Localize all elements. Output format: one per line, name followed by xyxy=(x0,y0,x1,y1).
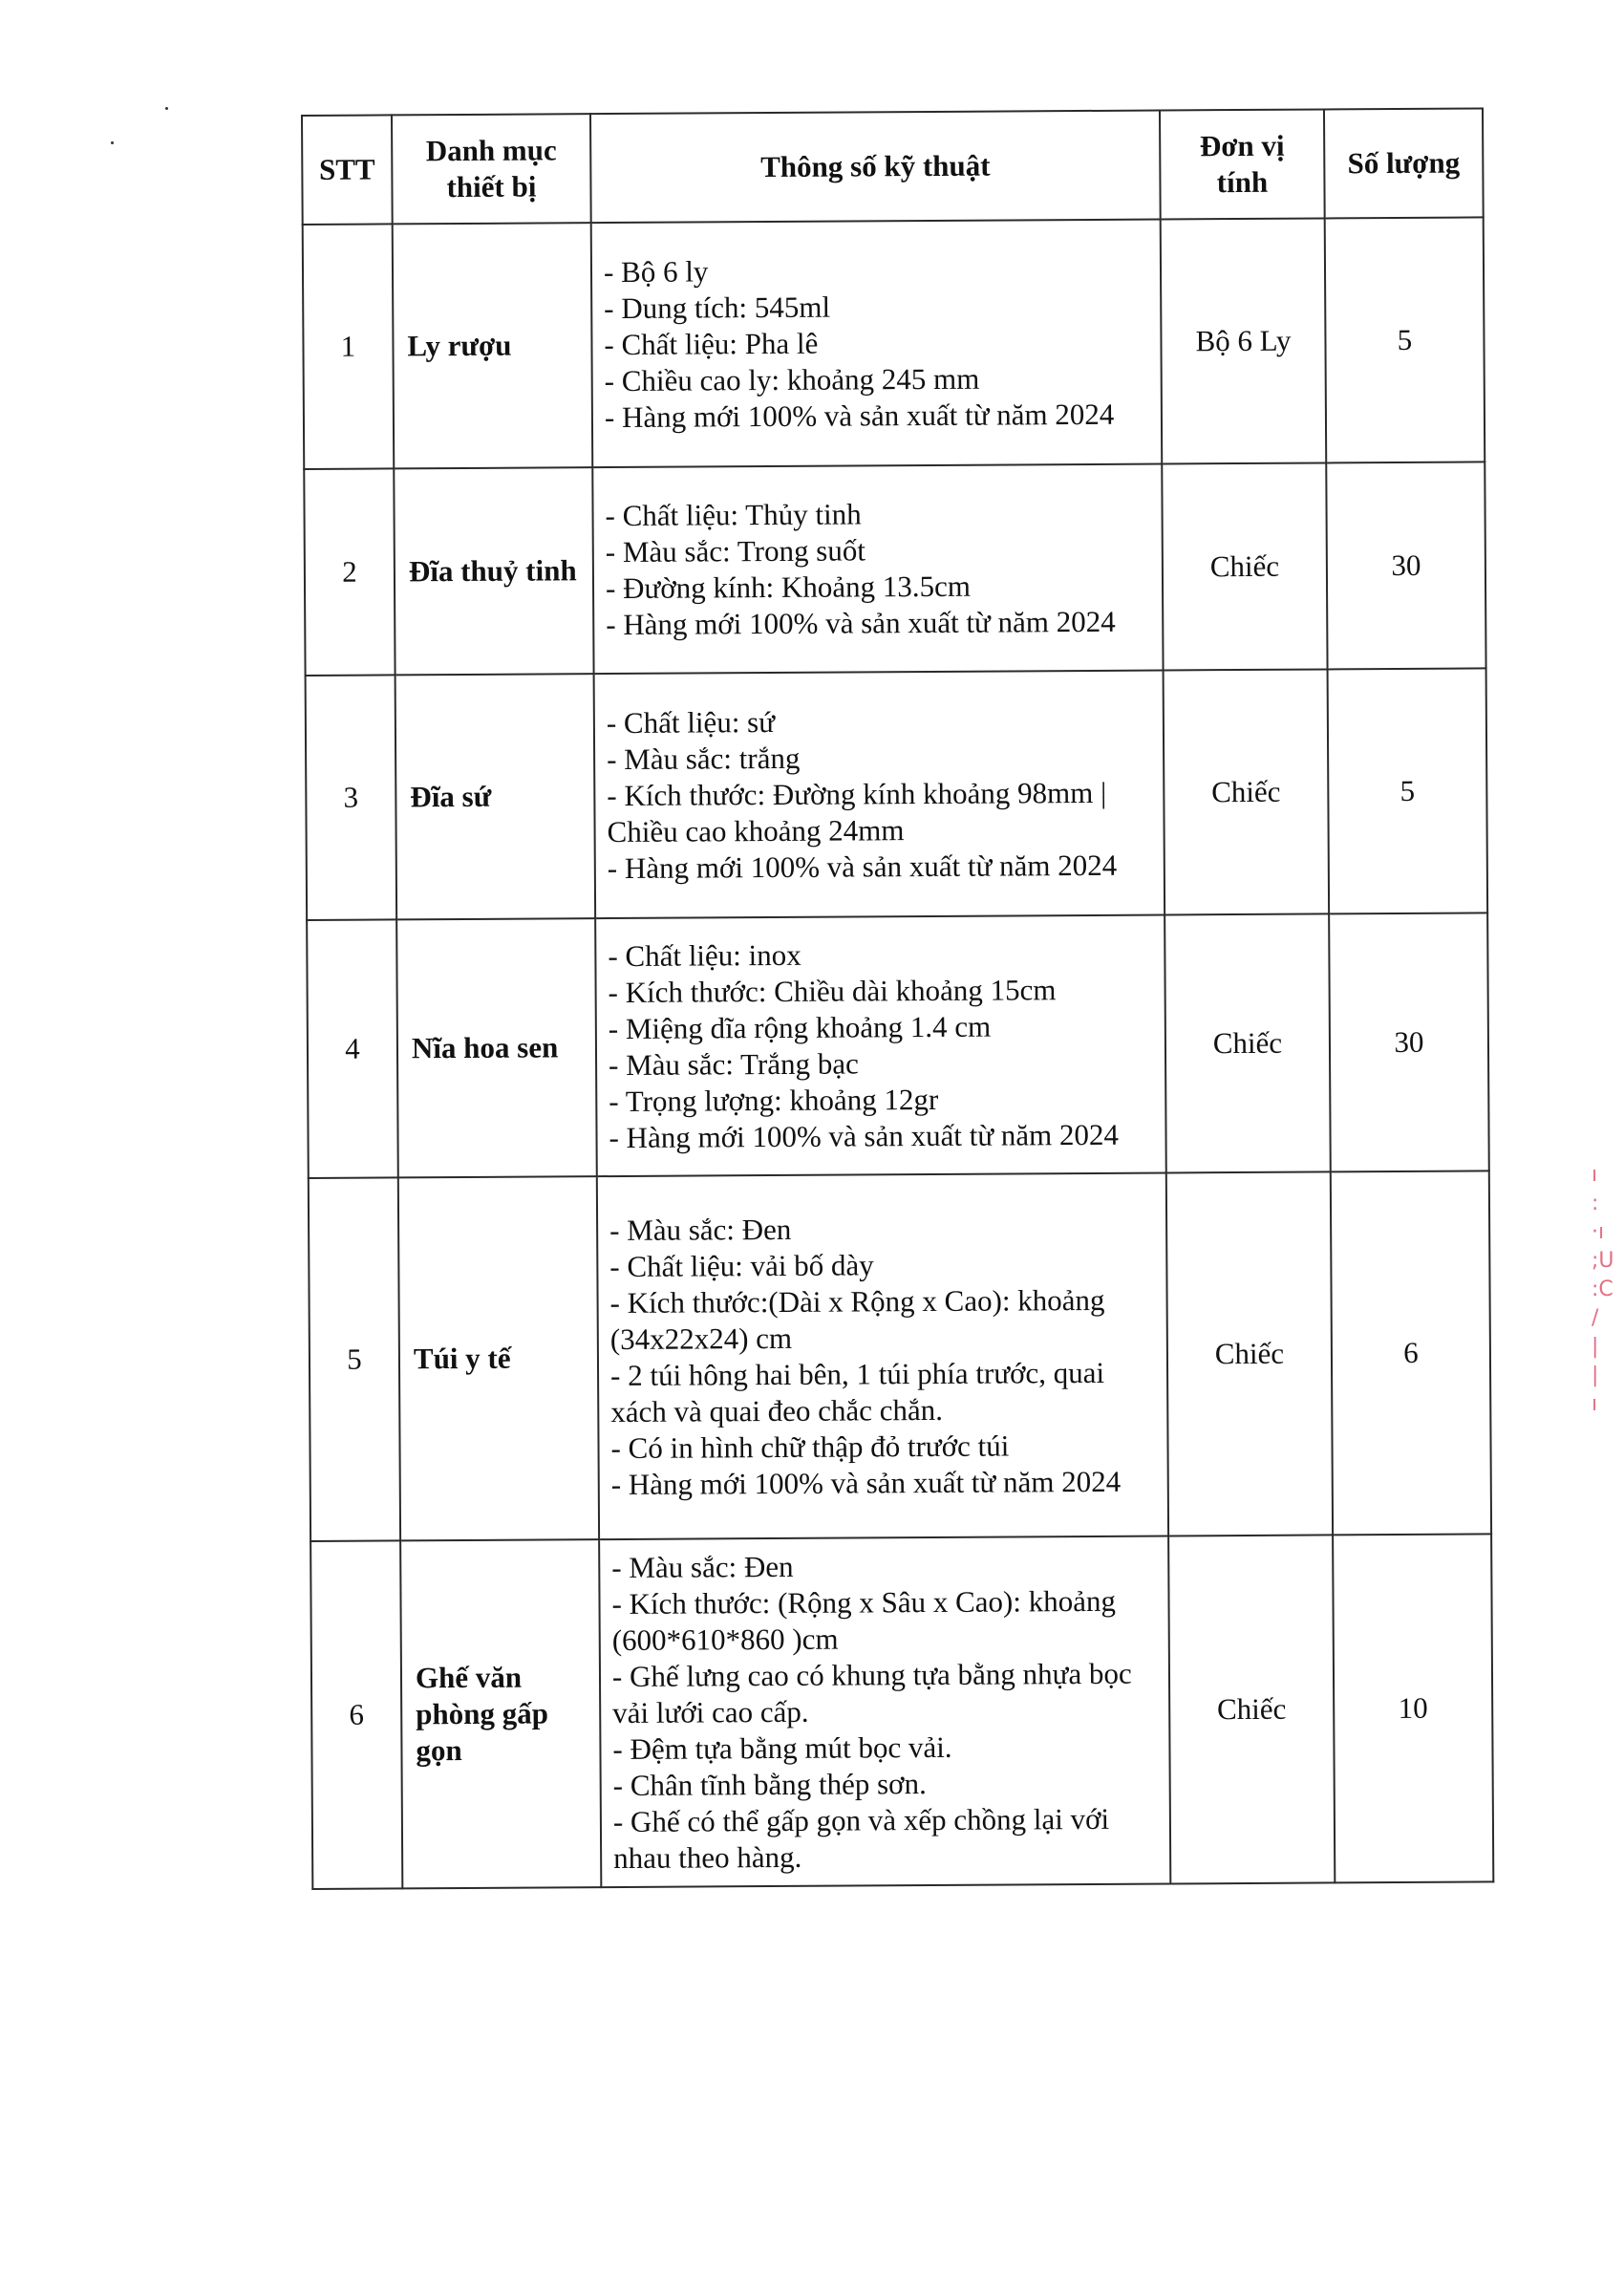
cell-specifications xyxy=(592,464,1163,675)
cell-equipment-name: Nĩa hoa sen xyxy=(396,918,597,1177)
header-stt: STT xyxy=(302,115,393,225)
cell-quantity: 30 xyxy=(1329,913,1489,1171)
cell-specifications xyxy=(591,220,1163,468)
spec-line: - Ghế lưng cao có khung tựa bằng nhựa bọc vải lưới cao cấp. xyxy=(611,1656,1132,1730)
cell-quantity: 5 xyxy=(1325,217,1485,462)
table-header-row xyxy=(302,108,1484,225)
spec-line: - Kích thước: (Rộng x Sâu x Cao): khoảng (600*610*860 )cm xyxy=(611,1583,1117,1658)
header-equipment xyxy=(392,114,591,224)
spec-line: - Đệm tựa bằng mút bọc vải. xyxy=(612,1729,952,1767)
cell-stt: 3 xyxy=(306,675,397,920)
cell-quantity: 10 xyxy=(1333,1534,1493,1882)
spec-line: - Màu sắc: trắng xyxy=(607,741,801,777)
cell-equipment-name: Ghế văn phòng gấp gọn xyxy=(400,1539,601,1888)
table-row xyxy=(307,913,1489,1178)
spec-line: - Hàng mới 100% và sản xuất từ năm 2024 xyxy=(604,397,1115,435)
cell-unit: Chiếc xyxy=(1164,669,1330,914)
scan-speck xyxy=(111,141,114,144)
header-unit-line1: Đơn vị xyxy=(1199,128,1285,163)
table-row xyxy=(310,1534,1493,1889)
spec-line: - Màu sắc: Trắng bạc xyxy=(608,1046,859,1083)
spec-line: - Chất liệu: vải bố dày xyxy=(609,1248,874,1284)
spec-line: - Hàng mới 100% và sản xuất từ năm 2024 xyxy=(606,604,1116,642)
header-unit-line2: tính xyxy=(1216,164,1269,200)
spec-line: - Đường kính: Khoảng 13.5cm xyxy=(605,569,972,606)
header-spec: Thông số kỹ thuật xyxy=(590,111,1161,224)
cell-stt: 5 xyxy=(309,1177,400,1541)
spec-line: - Hàng mới 100% và sản xuất từ năm 2024 xyxy=(609,1117,1120,1155)
spec-line: - Màu sắc: Trong suốt xyxy=(605,533,866,569)
spec-line: - Chân tĩnh bằng thép sơn. xyxy=(612,1767,927,1803)
scan-speck xyxy=(165,107,168,110)
cell-stt: 1 xyxy=(303,224,395,469)
spec-line: - Trọng lượng: khoảng 12gr xyxy=(609,1082,939,1119)
cell-unit: Chiếc xyxy=(1166,1171,1333,1536)
table-row xyxy=(304,462,1485,676)
cell-equipment-name: Túi y tế xyxy=(398,1176,599,1540)
spec-line: - Kích thước:(Dài x Rộng x Cao): khoảng (34x22x24) cm xyxy=(609,1282,1105,1357)
table-row xyxy=(309,1171,1491,1541)
spec-line: - Kích thước: Đường kính khoảng 98mm | Chiều cao khoảng 24mm xyxy=(607,775,1107,849)
cell-equipment-name: Ly rượu xyxy=(393,223,593,468)
cell-specifications xyxy=(597,1172,1168,1539)
cell-stt: 6 xyxy=(310,1540,402,1889)
spec-line: - Chất liệu: Pha lê xyxy=(604,326,819,362)
table-row xyxy=(303,217,1485,469)
spec-line: - Chất liệu: Thủy tinh xyxy=(605,497,862,533)
header-equipment-line2: thiết bị xyxy=(446,169,537,204)
spec-line: - Có in hình chữ thập đỏ trước túi xyxy=(610,1428,1010,1466)
spec-line: - Kích thước: Chiều dài khoảng 15cm xyxy=(608,973,1057,1010)
equipment-spec-table xyxy=(301,107,1494,1890)
spec-line: - Hàng mới 100% và sản xuất từ năm 2024 xyxy=(610,1464,1122,1502)
spec-line: - 2 túi hông hai bên, 1 túi phía trước, quai xách và quai đeo chắc chắn. xyxy=(609,1355,1105,1429)
cell-stt: 4 xyxy=(307,919,398,1178)
header-quantity: Số lượng xyxy=(1324,108,1484,218)
header-equipment-line1: Danh mục xyxy=(425,133,557,168)
spec-line: - Màu sắc: Đen xyxy=(609,1212,792,1248)
spec-line: - Chiều cao ly: khoảng 245 mm xyxy=(604,361,980,398)
spec-line: - Hàng mới 100% và sản xuất từ năm 2024 xyxy=(607,848,1118,886)
cell-unit: Chiếc xyxy=(1165,913,1331,1172)
cell-specifications xyxy=(599,1536,1170,1887)
cell-stt: 2 xyxy=(304,468,395,676)
table-row xyxy=(306,668,1488,920)
spec-line: - Chất liệu: sứ xyxy=(606,704,776,741)
cell-unit: Chiếc xyxy=(1162,462,1327,670)
spec-line: - Ghế có thể gấp gọn và xếp chồng lại với nhau theo hàng. xyxy=(612,1801,1110,1876)
spec-line: - Màu sắc: Đen xyxy=(611,1549,794,1585)
spec-line: - Chất liệu: inox xyxy=(608,937,801,974)
cell-specifications xyxy=(594,670,1165,918)
cell-specifications xyxy=(595,914,1166,1176)
header-unit xyxy=(1160,109,1325,219)
cell-unit: Bộ 6 Ly xyxy=(1161,218,1327,463)
cell-equipment-name: Đĩa thuỷ tinh xyxy=(394,467,593,675)
cell-quantity: 6 xyxy=(1331,1171,1491,1535)
cell-unit: Chiếc xyxy=(1168,1535,1335,1883)
cell-quantity: 30 xyxy=(1326,462,1485,669)
spec-line: - Bộ 6 ly xyxy=(603,254,709,290)
cell-equipment-name: Đĩa sứ xyxy=(395,674,596,919)
spec-line: - Miệng dĩa rộng khoảng 1.4 cm xyxy=(608,1009,992,1046)
spec-line: - Dung tích: 545ml xyxy=(604,290,831,326)
cell-quantity: 5 xyxy=(1328,668,1488,913)
red-stamp-fragment: ı : ·ı ;U :C / | | ı xyxy=(1592,1163,1614,1416)
table-body xyxy=(303,217,1494,1889)
